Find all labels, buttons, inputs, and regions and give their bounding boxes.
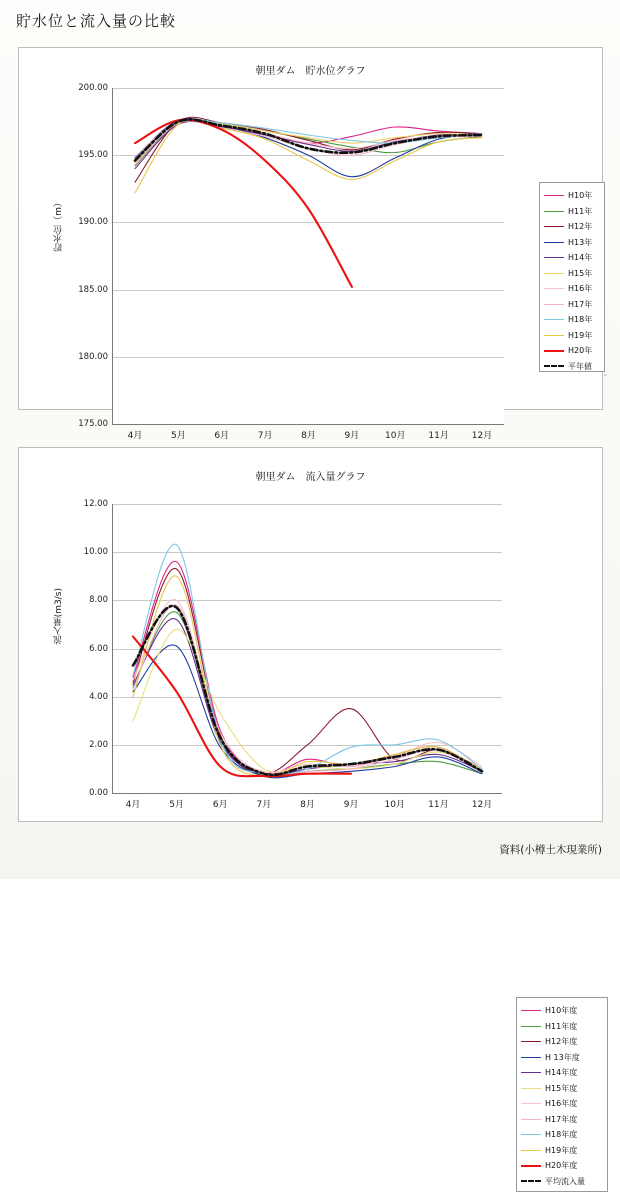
legend-item [521,1034,603,1050]
legend-item [544,250,600,266]
y-axis-tick: 10.00 [83,547,108,558]
legend-item [544,328,600,344]
x-axis-tick: 8月 [300,800,315,810]
legend-label: H17年 [568,299,593,309]
legend-swatch [521,1057,541,1058]
legend-item [521,1065,603,1081]
legend-item [544,281,600,297]
legend-label: H20年 [568,346,593,356]
y-axis-tick: 8.00 [89,595,108,606]
legend-swatch [544,304,564,305]
storage-chart-title: 朝里ダム 貯水位グラフ [255,66,366,77]
legend-label: H16年 [568,284,593,294]
legend-item [521,1143,603,1159]
paper-speck [604,374,606,376]
x-axis-tick: 4月 [127,431,143,441]
legend-swatch [544,242,564,243]
series-canvas [113,88,504,424]
legend-item [521,1127,603,1143]
legend-item [521,1019,603,1035]
legend-swatch [521,1103,541,1104]
legend-item [544,266,600,282]
legend-swatch [521,1041,541,1042]
legend-item [521,1050,603,1066]
legend-item [544,359,600,375]
legend-swatch [544,350,564,352]
legend-label: 平年値 [568,361,592,371]
series-line [133,606,482,775]
series-canvas [113,504,502,793]
legend-label: H17年度 [545,1114,578,1124]
legend-item [544,204,600,220]
x-axis-tick: 11月 [428,800,449,810]
legend-swatch [521,1026,541,1027]
legend-swatch [544,319,564,320]
x-axis-tick: 12月 [471,800,493,810]
page-title: 貯水位と流入量の比較 [16,12,177,30]
source-note: 資料(小樽土木現業所) [499,844,602,856]
legend-label: H10年度 [545,1006,578,1016]
y-axis-tick: 190.00 [78,217,108,228]
legend-item [544,343,600,359]
legend-label: H18年 [568,315,593,325]
x-axis-tick: 5月 [169,800,184,810]
legend-item [521,1096,603,1112]
legend-swatch [521,1165,541,1167]
legend-label: H11年 [568,206,593,216]
y-axis-tick: 175.00 [78,419,108,429]
y-axis-tick: 180.00 [78,351,108,362]
storage-legend [539,182,605,372]
legend-item [521,1158,603,1174]
legend-item [521,1112,603,1128]
legend-item [544,188,600,204]
storage-plot-area [78,83,504,441]
legend-item [544,312,600,328]
legend-item [544,297,600,313]
legend-label: H20年度 [545,1161,578,1171]
legend-item [521,1081,603,1097]
series-line [133,645,482,778]
y-axis-tick: 6.00 [89,643,108,654]
inflow-legend [516,997,608,1192]
series-line [133,576,482,777]
legend-swatch [521,1010,541,1011]
y-axis-tick: 12.00 [83,499,108,509]
legend-swatch [544,257,564,258]
x-axis-tick: 7月 [256,800,272,810]
legend-swatch [544,288,564,289]
series-line [133,637,351,777]
inflow-plot-area [83,499,502,810]
x-axis-tick: 10月 [385,431,406,441]
legend-label: H19年 [568,330,593,340]
y-axis-tick: 200.00 [78,83,108,93]
legend-label: H 13年度 [545,1052,580,1062]
y-axis-tick: 185.00 [78,284,108,295]
y-axis-tick: 2.00 [89,739,108,750]
legend-label: H15年度 [545,1083,578,1093]
x-axis-tick: 4月 [125,800,141,810]
y-axis-tick: 0.00 [89,788,108,798]
legend-label: H14年度 [545,1068,578,1078]
y-axis-tick: 195.00 [78,150,108,161]
legend-label: H18年度 [545,1130,578,1140]
legend-item [544,235,600,251]
x-axis-tick: 9月 [343,800,359,810]
legend-label: H14年 [568,253,593,263]
x-axis-tick: 12月 [471,431,493,441]
x-axis-tick: 9月 [344,431,360,441]
legend-label: H10年 [568,191,593,201]
legend-swatch [544,211,564,212]
series-line [135,117,482,182]
legend-swatch [544,335,564,336]
storage-level-chart-panel [18,47,603,441]
legend-swatch [544,365,564,367]
legend-label: H16年度 [545,1099,578,1109]
legend-item [521,1003,603,1019]
x-axis-tick: 6月 [212,800,228,810]
x-axis-tick: 5月 [171,431,186,441]
legend-swatch [521,1088,541,1089]
legend-label: H12年 [568,222,593,232]
legend-label: 平均流入量 [545,1176,585,1186]
inflow-y-axis-label: 流入量(m3/s) [54,588,64,645]
legend-swatch [521,1134,541,1135]
legend-label: H11年度 [545,1021,578,1031]
legend-label: H15年 [568,268,593,278]
legend-item [521,1174,603,1190]
x-axis-tick: 10月 [384,800,405,810]
legend-swatch [544,195,564,196]
y-axis-tick: 4.00 [89,691,108,702]
legend-swatch [544,226,564,227]
legend-swatch [521,1180,541,1182]
x-axis-tick: 6月 [214,431,230,441]
x-axis-tick: 8月 [301,431,316,441]
legend-label: H12年度 [545,1037,578,1047]
series-line [135,120,482,193]
legend-item [544,219,600,235]
legend-swatch [521,1150,541,1151]
legend-swatch [521,1072,541,1073]
series-line [133,619,482,775]
storage-y-axis-label: 貯水位（m） [54,198,64,252]
legend-label: H13年 [568,237,593,247]
inflow-chart-title: 朝里ダム 流入量グラフ [255,472,366,483]
legend-swatch [544,273,564,274]
x-axis-tick: 11月 [428,431,449,441]
x-axis-tick: 7月 [257,431,273,441]
legend-swatch [521,1119,541,1120]
legend-label: H19年度 [545,1145,578,1155]
